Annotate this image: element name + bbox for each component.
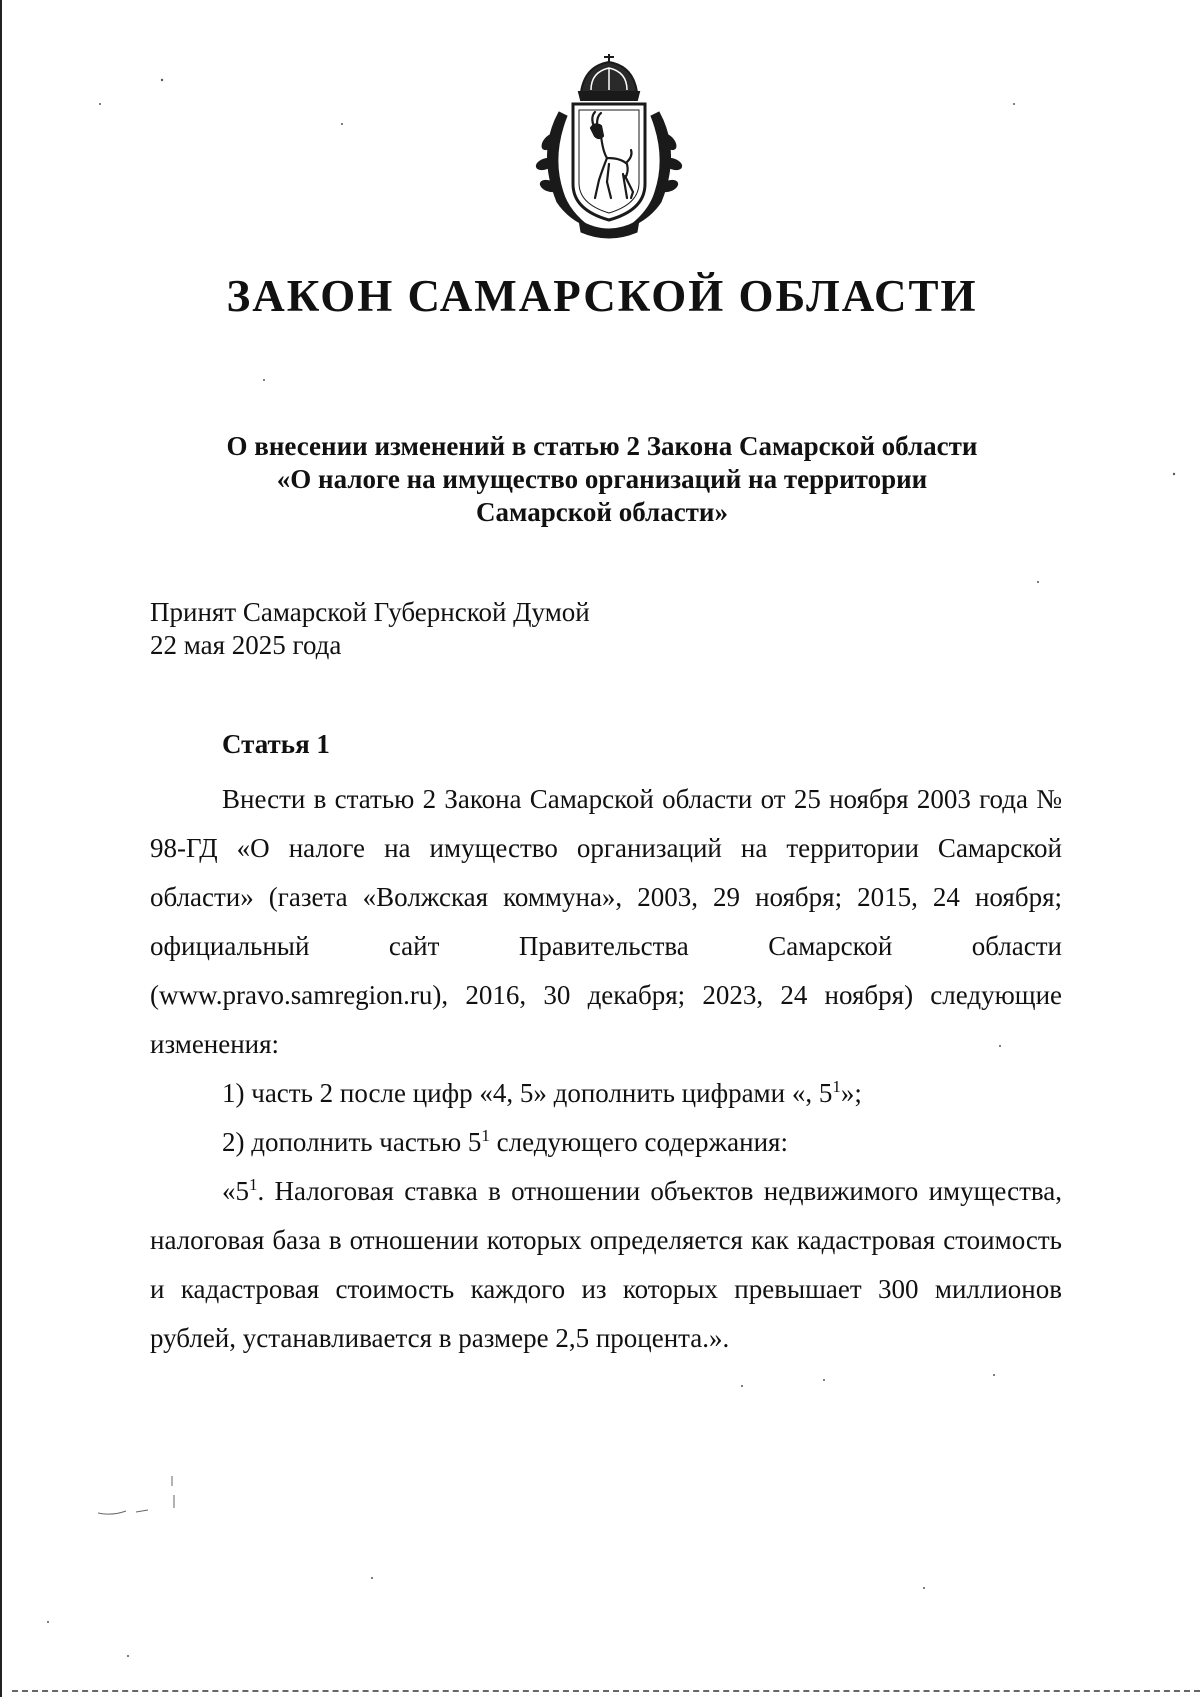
- item-text: следующего содержания:: [489, 1127, 788, 1157]
- superscript: 1: [249, 1175, 258, 1194]
- page-edge-line: [12, 1690, 1200, 1692]
- superscript: 1: [832, 1077, 841, 1096]
- adoption-info: [150, 596, 590, 662]
- subject-line: Самарской области»: [476, 497, 728, 527]
- adopted-date: 22 мая 2025 года: [150, 630, 342, 660]
- item-text: »;: [840, 1078, 862, 1108]
- amendment-item-2: [150, 1118, 1062, 1167]
- article-body: [150, 775, 1062, 1363]
- quote-text: . Налоговая ставка в отношении объектов недвижимого имущества, налоговая база в отношении которых определяется как кадастровая стоимость и кадастровая стоимость каждого из которых превышает 300 миллионов рублей, устанавливается в размере 2,5 процента.».: [150, 1176, 1062, 1353]
- adopted-by: Принят Самарской Губернской Думой: [150, 597, 590, 627]
- amendment-item-1: [150, 1069, 1062, 1118]
- subject-line: О внесении изменений в статью 2 Закона Самарской области: [226, 431, 978, 461]
- item-text: 1) часть 2 после цифр «4, 5» дополнить цифрами «, 5: [222, 1078, 833, 1108]
- subject-line: «О налоге на имущество организаций на территории: [276, 464, 928, 494]
- superscript: 1: [481, 1126, 490, 1145]
- samara-coat-of-arms-icon: [529, 52, 689, 240]
- quote-text: «5: [222, 1176, 249, 1206]
- law-title: ЗАКОН САМАРСКОЙ ОБЛАСТИ: [226, 271, 978, 321]
- article-heading: Статья 1: [222, 729, 330, 759]
- amendment-quote: [150, 1167, 1062, 1363]
- item-text: 2) дополнить частью 5: [222, 1127, 482, 1157]
- law-subject: [152, 430, 1052, 529]
- intro-paragraph: Внести в статью 2 Закона Самарской области от 25 ноября 2003 года № 98-ГД «О налоге на имущество организаций на территории Самарской области» (газета «Волжская коммуна», 2003, 29 ноября; 2015, 24 ноября; официальный сайт Правительства Самарской области (www.pravo.samregion.ru), 2016, 30 декабря; 2023, 24 ноября) следующие изменения:: [150, 784, 1062, 1059]
